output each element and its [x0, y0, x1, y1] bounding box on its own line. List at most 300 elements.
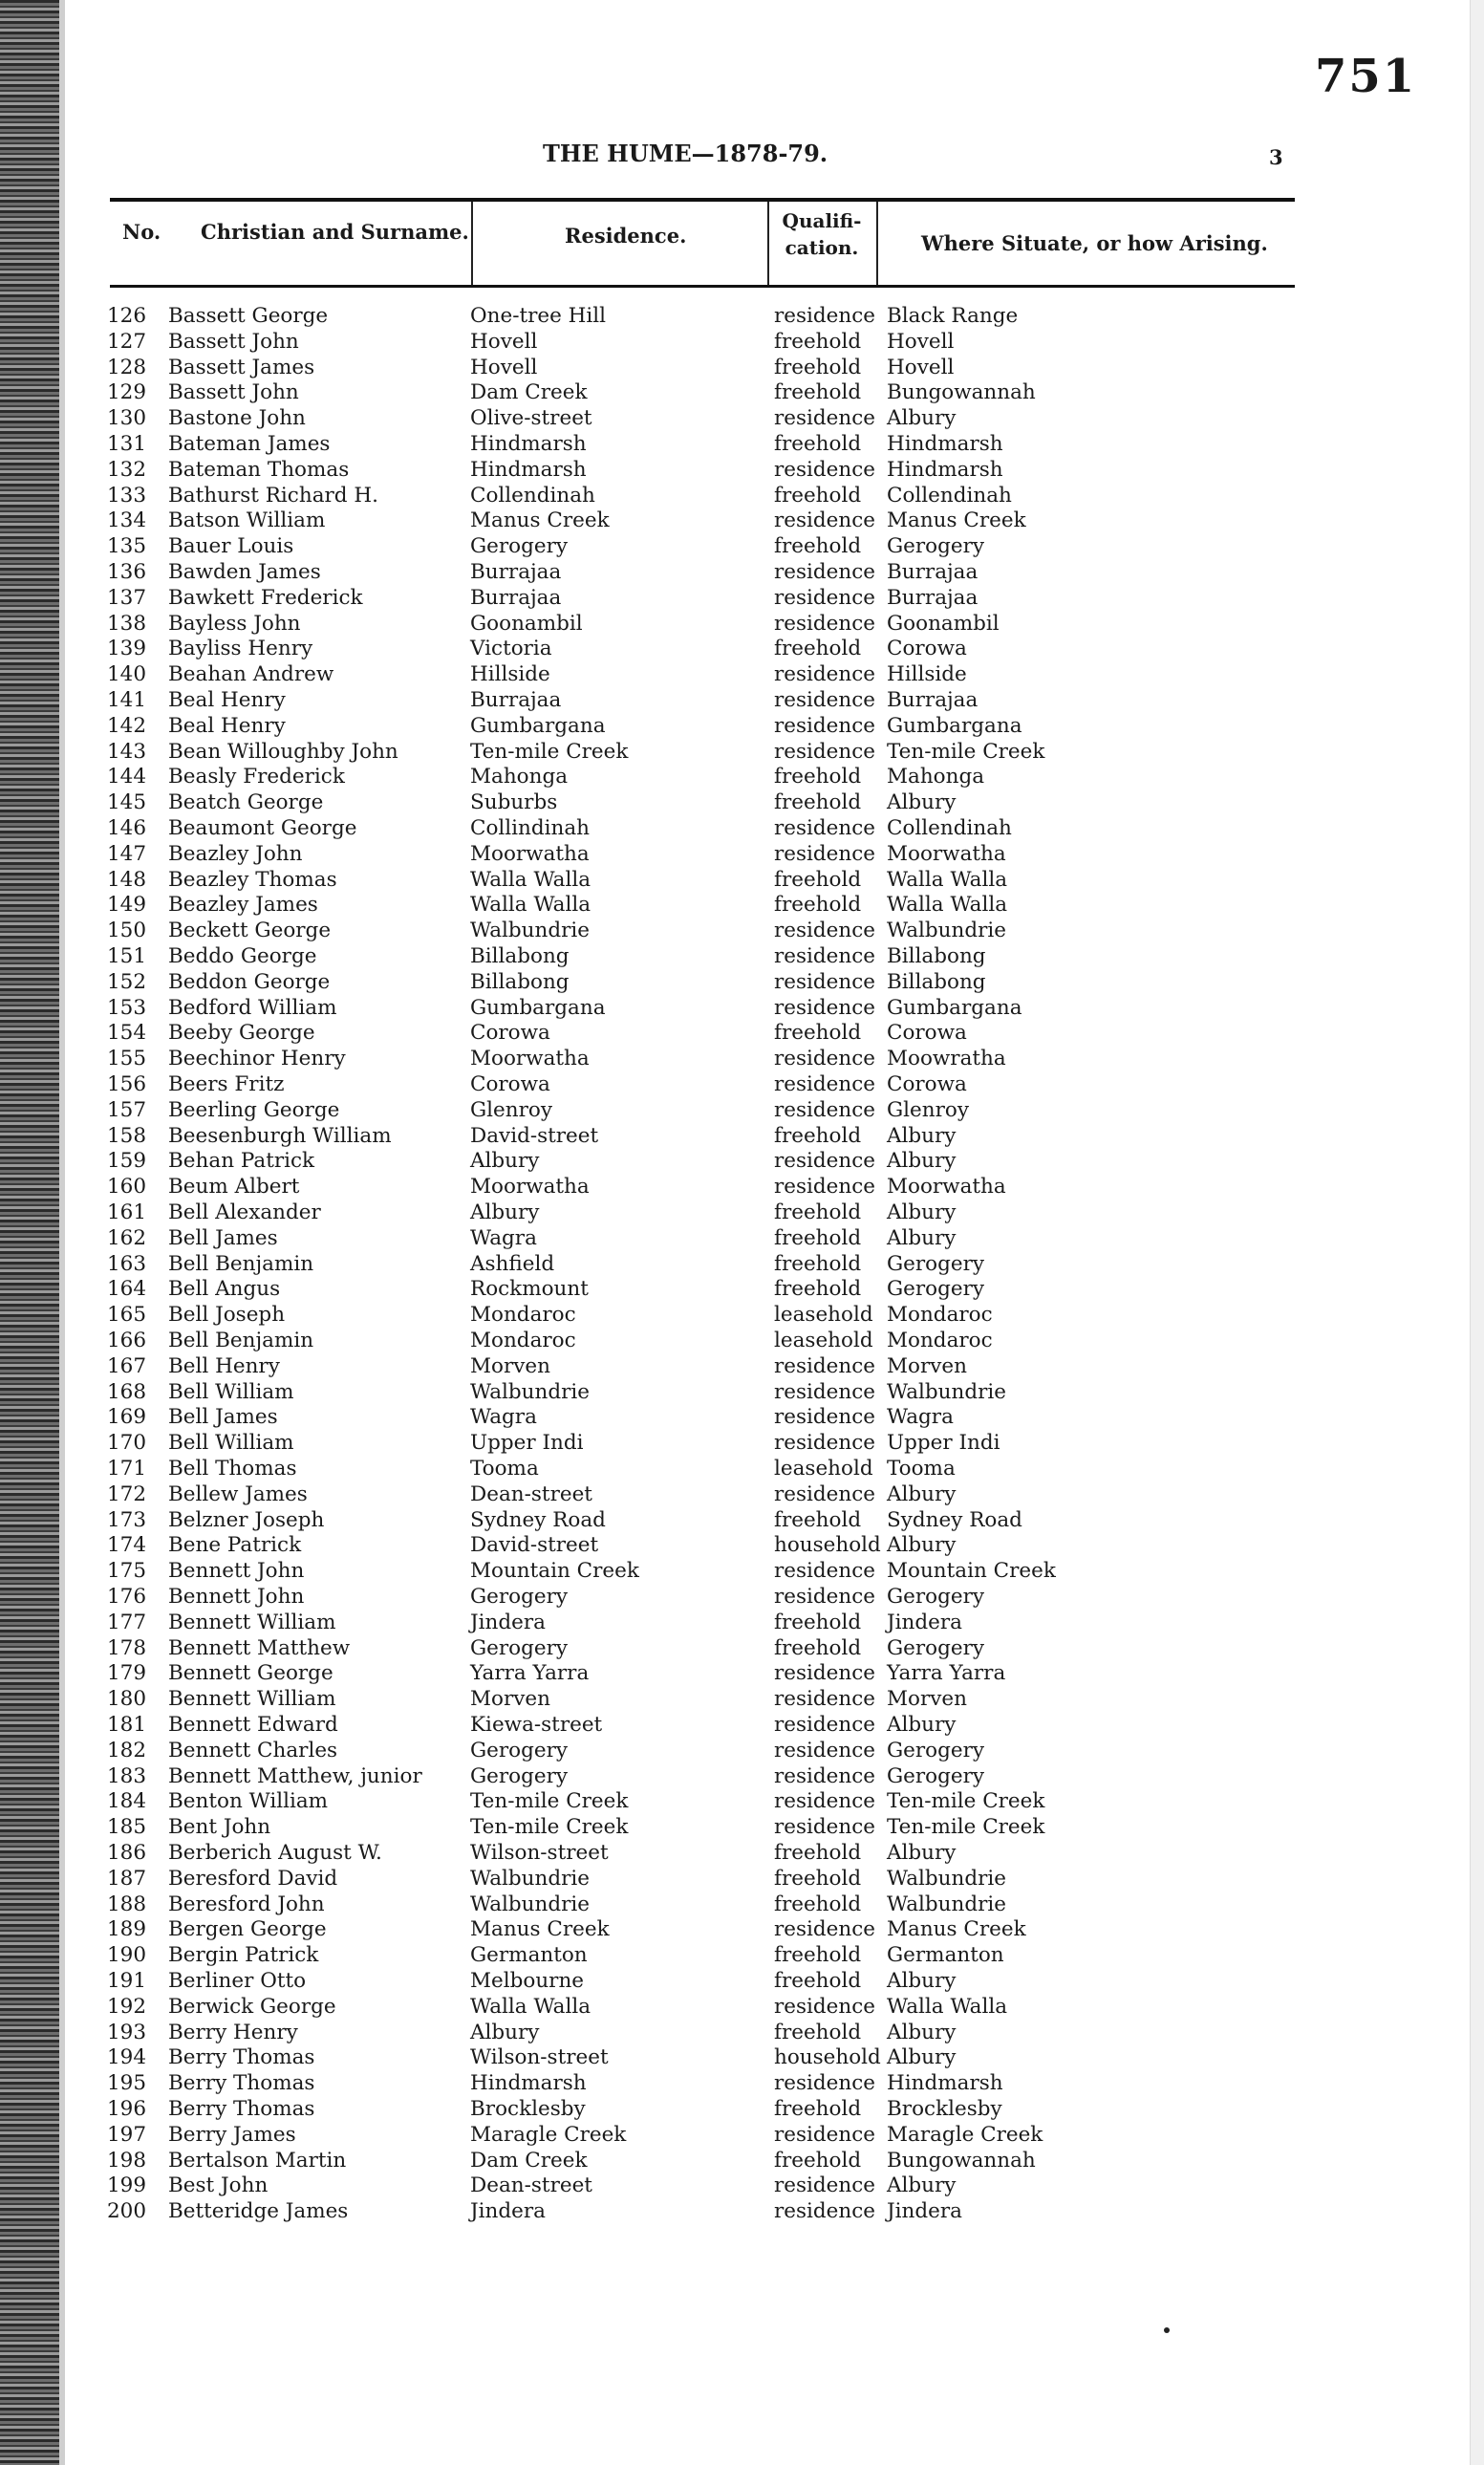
row-number: 156	[107, 1072, 147, 1096]
row-name: Bell Henry	[168, 1353, 280, 1378]
row-where: Moorwatha	[887, 841, 1006, 866]
row-number: 144	[107, 765, 147, 789]
row-qualification: residence	[774, 1481, 876, 1506]
row-name: Bastone John	[168, 406, 306, 431]
row-name: Betteridge James	[168, 2199, 349, 2224]
page-number: 751	[1315, 50, 1417, 103]
row-number: 129	[107, 380, 147, 405]
row-name: Beazley James	[168, 893, 318, 918]
row-number: 139	[107, 637, 147, 661]
row-where: Billabong	[887, 944, 986, 968]
row-residence: Mondaroc	[470, 1303, 576, 1328]
row-where: Bungowannah	[887, 380, 1036, 405]
row-qualification: freehold	[774, 1225, 862, 1250]
row-number: 128	[107, 355, 147, 379]
row-qualification: residence	[774, 585, 876, 610]
row-where: Albury	[887, 2045, 957, 2070]
row-qualification: freehold	[774, 1277, 862, 1302]
row-number: 140	[107, 662, 147, 687]
row-qualification: residence	[774, 1149, 876, 1174]
row-where: Gerogery	[887, 1277, 985, 1302]
row-name: Bell Thomas	[168, 1457, 297, 1481]
column-divider	[767, 202, 769, 285]
row-name: Beaumont George	[168, 816, 357, 840]
row-where: Burrajaa	[887, 688, 979, 712]
row-name: Beatch George	[168, 790, 324, 815]
row-residence: Jindera	[470, 1610, 546, 1634]
row-residence: Hovell	[470, 355, 538, 379]
row-qualification: freehold	[774, 1251, 862, 1276]
row-name: Beazley Thomas	[168, 867, 337, 892]
row-number: 175	[107, 1559, 147, 1584]
row-number: 194	[107, 2045, 147, 2070]
row-qualification: freehold	[774, 1635, 862, 1660]
row-where: Burrajaa	[887, 560, 979, 584]
row-name: Beckett George	[168, 919, 332, 943]
row-qualification: residence	[774, 2173, 876, 2198]
row-where: Manus Creek	[887, 1917, 1026, 1942]
row-residence: Moorwatha	[470, 841, 590, 866]
row-residence: Burrajaa	[470, 688, 562, 712]
row-where: Hindmarsh	[887, 457, 1003, 482]
row-residence: Mountain Creek	[470, 1559, 639, 1584]
row-residence: Mahonga	[470, 765, 569, 789]
row-name: Bellew James	[168, 1481, 308, 1506]
row-name: Berry Henry	[168, 2020, 298, 2044]
row-number: 176	[107, 1585, 147, 1609]
row-number: 174	[107, 1533, 147, 1558]
row-where: Albury	[887, 790, 957, 815]
header-bottom-rule	[110, 285, 1295, 288]
row-residence: Rockmount	[470, 1277, 589, 1302]
row-name: Beesenburgh William	[168, 1123, 392, 1148]
row-name: Bell Angus	[168, 1277, 281, 1302]
row-where: Tooma	[887, 1457, 956, 1481]
row-residence: Brocklesby	[470, 2097, 586, 2121]
row-where: Ten-mile Creek	[887, 1789, 1045, 1814]
row-residence: Burrajaa	[470, 560, 562, 584]
row-number: 167	[107, 1353, 147, 1378]
row-name: Beal Henry	[168, 713, 286, 738]
row-where: Albury	[887, 1200, 957, 1224]
row-qualification: leasehold	[774, 1457, 873, 1481]
row-residence: Yarra Yarra	[470, 1661, 590, 1686]
row-where: Sydney Road	[887, 1507, 1022, 1532]
row-number: 169	[107, 1405, 147, 1430]
row-residence: Gerogery	[470, 1635, 569, 1660]
row-qualification: freehold	[774, 790, 862, 815]
row-residence: Albury	[470, 1149, 540, 1174]
row-name: Bennett John	[168, 1585, 305, 1609]
row-residence: Dam Creek	[470, 2148, 588, 2173]
row-qualification: residence	[774, 816, 876, 840]
row-where: Albury	[887, 1533, 957, 1558]
row-where: Albury	[887, 1149, 957, 1174]
row-residence: Hindmarsh	[470, 432, 587, 456]
row-qualification: residence	[774, 1763, 876, 1788]
row-residence: Suburbs	[470, 790, 558, 815]
row-name: Bassett John	[168, 380, 299, 405]
row-name: Bell William	[168, 1431, 294, 1456]
row-number: 157	[107, 1097, 147, 1122]
row-where: Jindera	[887, 2199, 962, 2224]
row-name: Bateman Thomas	[168, 457, 350, 482]
row-residence: Hovell	[470, 329, 538, 354]
row-where: Mahonga	[887, 765, 985, 789]
row-residence: One-tree Hill	[470, 304, 607, 328]
row-number: 153	[107, 995, 147, 1020]
row-number: 135	[107, 534, 147, 559]
row-residence: Wagra	[470, 1405, 537, 1430]
row-where: Brocklesby	[887, 2097, 1002, 2121]
row-name: Beahan Andrew	[168, 662, 334, 687]
row-number: 168	[107, 1379, 147, 1404]
row-residence: Hindmarsh	[470, 457, 587, 482]
row-name: Bennett Matthew	[168, 1635, 351, 1660]
row-qualification: residence	[774, 1097, 876, 1122]
row-qualification: residence	[774, 995, 876, 1020]
row-qualification: residence	[774, 1559, 876, 1584]
row-name: Batson William	[168, 508, 326, 533]
row-number: 146	[107, 816, 147, 840]
row-residence: David-street	[470, 1123, 599, 1148]
row-qualification: residence	[774, 1379, 876, 1404]
row-where: Albury	[887, 1225, 957, 1250]
row-number: 187	[107, 1866, 147, 1891]
row-where: Billabong	[887, 969, 986, 994]
row-name: Bennett William	[168, 1610, 336, 1634]
row-residence: Glenroy	[470, 1097, 552, 1122]
row-name: Bennett Charles	[168, 1738, 338, 1762]
row-number: 183	[107, 1763, 147, 1788]
row-number: 184	[107, 1789, 147, 1814]
book-binding-shadow	[0, 0, 59, 2465]
row-name: Berberich August W.	[168, 1841, 382, 1865]
row-number: 196	[107, 2097, 147, 2121]
row-residence: Ten-mile Creek	[470, 1789, 629, 1814]
row-number: 182	[107, 1738, 147, 1762]
row-name: Bean Willoughby John	[168, 739, 398, 764]
row-where: Ten-mile Creek	[887, 739, 1045, 764]
sheet-number: 3	[1269, 145, 1283, 169]
row-name: Beum Albert	[168, 1175, 300, 1200]
row-residence: Hillside	[470, 662, 550, 687]
row-qualification: residence	[774, 713, 876, 738]
row-name: Bergin Patrick	[168, 1943, 319, 1968]
row-residence: Dean-street	[470, 1481, 592, 1506]
row-residence: Dam Creek	[470, 380, 588, 405]
row-qualification: freehold	[774, 1841, 862, 1865]
row-where: Hillside	[887, 662, 967, 687]
row-where: Gerogery	[887, 1635, 985, 1660]
row-name: Beddo George	[168, 944, 317, 968]
ink-speck	[1164, 2327, 1170, 2333]
row-qualification: residence	[774, 1175, 876, 1200]
row-name: Bene Patrick	[168, 1533, 302, 1558]
row-where: Yarra Yarra	[887, 1661, 1006, 1686]
row-number: 199	[107, 2173, 147, 2198]
row-number: 133	[107, 483, 147, 508]
row-residence: Sydney Road	[470, 1507, 606, 1532]
row-name: Berliner Otto	[168, 1969, 307, 1993]
row-name: Beresford David	[168, 1866, 338, 1891]
row-residence: Albury	[470, 1200, 540, 1224]
row-residence: Morven	[470, 1353, 550, 1378]
row-name: Behan Patrick	[168, 1149, 315, 1174]
row-qualification: leasehold	[774, 1303, 873, 1328]
row-name: Best John	[168, 2173, 269, 2198]
row-qualification: freehold	[774, 1200, 862, 1224]
row-name: Beechinor Henry	[168, 1047, 346, 1071]
row-residence: Walbundrie	[470, 1866, 591, 1891]
row-qualification: freehold	[774, 637, 862, 661]
row-number: 137	[107, 585, 147, 610]
row-where: Gerogery	[887, 1738, 985, 1762]
row-where: Gumbargana	[887, 995, 1022, 1020]
row-residence: Moorwatha	[470, 1047, 590, 1071]
row-qualification: residence	[774, 560, 876, 584]
column-header-no: No.	[122, 220, 161, 244]
row-where: Albury	[887, 1841, 957, 1865]
row-number: 158	[107, 1123, 147, 1148]
row-number: 197	[107, 2122, 147, 2147]
row-name: Belzner Joseph	[168, 1507, 325, 1532]
row-residence: Gerogery	[470, 1585, 569, 1609]
row-name: Bawkett Frederick	[168, 585, 363, 610]
row-residence: Kiewa-street	[470, 1713, 603, 1737]
row-where: Gerogery	[887, 1585, 985, 1609]
row-residence: Manus Creek	[470, 1917, 610, 1942]
row-number: 181	[107, 1713, 147, 1737]
row-residence: Melbourne	[470, 1969, 585, 1993]
row-number: 143	[107, 739, 147, 764]
row-number: 179	[107, 1661, 147, 1686]
row-residence: Gerogery	[470, 1738, 569, 1762]
row-qualification: freehold	[774, 1892, 862, 1916]
row-name: Bennett George	[168, 1661, 333, 1686]
row-number: 154	[107, 1021, 147, 1046]
row-where: Walla Walla	[887, 1994, 1008, 2019]
row-where: Mountain Creek	[887, 1559, 1056, 1584]
column-header-name: Christian and Surname.	[201, 220, 469, 244]
row-qualification: leasehold	[774, 1329, 873, 1352]
row-residence: Morven	[470, 1687, 550, 1712]
row-name: Berry Thomas	[168, 2071, 315, 2096]
row-residence: Walla Walla	[470, 867, 591, 892]
row-qualification: residence	[774, 2122, 876, 2147]
row-where: Moorwatha	[887, 1175, 1006, 1200]
row-qualification: freehold	[774, 432, 862, 456]
row-where: Corowa	[887, 637, 967, 661]
row-name: Berry James	[168, 2122, 296, 2147]
row-qualification: freehold	[774, 1943, 862, 1968]
row-number: 147	[107, 841, 147, 866]
row-where: Albury	[887, 1713, 957, 1737]
row-qualification: freehold	[774, 380, 862, 405]
row-qualification: residence	[774, 1047, 876, 1071]
row-name: Bayless John	[168, 611, 301, 636]
row-residence: Goonambil	[470, 611, 583, 636]
row-residence: Wilson-street	[470, 1841, 609, 1865]
row-where: Moowratha	[887, 1047, 1006, 1071]
row-residence: Hindmarsh	[470, 2071, 587, 2096]
row-number: 192	[107, 1994, 147, 2019]
row-qualification: residence	[774, 688, 876, 712]
page-edge	[1470, 0, 1484, 2465]
row-number: 159	[107, 1149, 147, 1174]
row-name: Bassett George	[168, 304, 329, 328]
row-name: Berry Thomas	[168, 2045, 315, 2070]
row-residence: Ten-mile Creek	[470, 739, 629, 764]
row-residence: Ashfield	[470, 1251, 555, 1276]
row-qualification: residence	[774, 1917, 876, 1942]
row-number: 186	[107, 1841, 147, 1865]
row-residence: David-street	[470, 1533, 599, 1558]
row-qualification: residence	[774, 1738, 876, 1762]
row-residence: Moorwatha	[470, 1175, 590, 1200]
row-residence: Gumbargana	[470, 713, 606, 738]
row-number: 162	[107, 1225, 147, 1250]
row-residence: Collindinah	[470, 816, 591, 840]
row-qualification: freehold	[774, 1969, 862, 1993]
row-where: Albury	[887, 1123, 957, 1148]
row-residence: Tooma	[470, 1457, 539, 1481]
row-residence: Walbundrie	[470, 919, 591, 943]
row-where: Albury	[887, 2020, 957, 2044]
row-where: Burrajaa	[887, 585, 979, 610]
row-residence: Dean-street	[470, 2173, 592, 2198]
row-qualification: household	[774, 1533, 881, 1558]
row-residence: Walbundrie	[470, 1892, 591, 1916]
row-residence: Walla Walla	[470, 1994, 591, 2019]
row-number: 164	[107, 1277, 147, 1302]
row-number: 160	[107, 1175, 147, 1200]
row-number: 190	[107, 1943, 147, 1968]
row-number: 188	[107, 1892, 147, 1916]
row-where: Glenroy	[887, 1097, 969, 1122]
row-number: 136	[107, 560, 147, 584]
row-name: Bell Benjamin	[168, 1329, 314, 1352]
row-name: Bennett John	[168, 1559, 305, 1584]
row-qualification: residence	[774, 739, 876, 764]
row-qualification: residence	[774, 611, 876, 636]
row-name: Bateman James	[168, 432, 331, 456]
row-qualification: residence	[774, 1713, 876, 1737]
column-header-residence: Residence.	[565, 224, 687, 248]
row-number: 173	[107, 1507, 147, 1532]
row-number: 172	[107, 1481, 147, 1506]
row-qualification: household	[774, 2045, 881, 2070]
row-name: Bertalson Martin	[168, 2148, 347, 2173]
row-qualification: freehold	[774, 2148, 862, 2173]
row-name: Beerling George	[168, 1097, 340, 1122]
row-where: Walbundrie	[887, 1892, 1007, 1916]
row-name: Benton William	[168, 1789, 329, 1814]
row-number: 185	[107, 1815, 147, 1840]
row-qualification: residence	[774, 1585, 876, 1609]
row-name: Bennett Edward	[168, 1713, 338, 1737]
row-name: Bennett William	[168, 1687, 336, 1712]
row-residence: Billabong	[470, 969, 570, 994]
row-number: 155	[107, 1047, 147, 1071]
row-qualification: freehold	[774, 329, 862, 354]
row-qualification: residence	[774, 1431, 876, 1456]
row-qualification: residence	[774, 406, 876, 431]
row-qualification: residence	[774, 457, 876, 482]
row-qualification: residence	[774, 944, 876, 968]
row-residence: Burrajaa	[470, 585, 562, 610]
row-residence: Ten-mile Creek	[470, 1815, 629, 1840]
row-number: 138	[107, 611, 147, 636]
row-qualification: residence	[774, 2071, 876, 2096]
row-number: 166	[107, 1329, 147, 1352]
row-residence: Corowa	[470, 1072, 550, 1096]
row-name: Bell Joseph	[168, 1303, 286, 1328]
row-where: Morven	[887, 1687, 967, 1712]
row-name: Beresford John	[168, 1892, 325, 1916]
row-name: Bauer Louis	[168, 534, 294, 559]
row-residence: Olive-street	[470, 406, 592, 431]
row-qualification: residence	[774, 1994, 876, 2019]
row-qualification: residence	[774, 662, 876, 687]
row-qualification: freehold	[774, 534, 862, 559]
row-name: Bassett John	[168, 329, 299, 354]
row-residence: Gerogery	[470, 534, 569, 559]
row-where: Hovell	[887, 329, 955, 354]
row-name: Bell James	[168, 1405, 278, 1430]
row-number: 127	[107, 329, 147, 354]
row-qualification: freehold	[774, 1866, 862, 1891]
row-residence: Billabong	[470, 944, 570, 968]
row-number: 161	[107, 1200, 147, 1224]
row-number: 178	[107, 1635, 147, 1660]
row-number: 200	[107, 2199, 147, 2224]
row-qualification: residence	[774, 508, 876, 533]
row-where: Walbundrie	[887, 1866, 1007, 1891]
row-name: Bayliss Henry	[168, 637, 313, 661]
row-number: 152	[107, 969, 147, 994]
row-where: Walbundrie	[887, 1379, 1007, 1404]
row-name: Beazley John	[168, 841, 303, 866]
row-name: Beal Henry	[168, 688, 286, 712]
row-qualification: freehold	[774, 867, 862, 892]
row-number: 170	[107, 1431, 147, 1456]
row-where: Corowa	[887, 1072, 967, 1096]
row-name: Bawden James	[168, 560, 321, 584]
row-residence: Walbundrie	[470, 1379, 591, 1404]
row-number: 142	[107, 713, 147, 738]
row-residence: Victoria	[470, 637, 552, 661]
row-residence: Maragle Creek	[470, 2122, 627, 2147]
row-number: 171	[107, 1457, 147, 1481]
row-where: Germanton	[887, 1943, 1004, 1968]
row-number: 151	[107, 944, 147, 968]
row-where: Goonambil	[887, 611, 1000, 636]
row-residence: Jindera	[470, 2199, 546, 2224]
row-qualification: residence	[774, 304, 876, 328]
row-number: 163	[107, 1251, 147, 1276]
row-name: Berry Thomas	[168, 2097, 315, 2121]
row-residence: Collendinah	[470, 483, 595, 508]
row-number: 165	[107, 1303, 147, 1328]
row-number: 126	[107, 304, 147, 328]
column-header-qualification: Qualifi- cation.	[782, 209, 862, 259]
row-qualification: residence	[774, 1789, 876, 1814]
row-where: Morven	[887, 1353, 967, 1378]
row-qualification: residence	[774, 1815, 876, 1840]
row-name: Beeby George	[168, 1021, 315, 1046]
row-name: Bassett James	[168, 355, 315, 379]
